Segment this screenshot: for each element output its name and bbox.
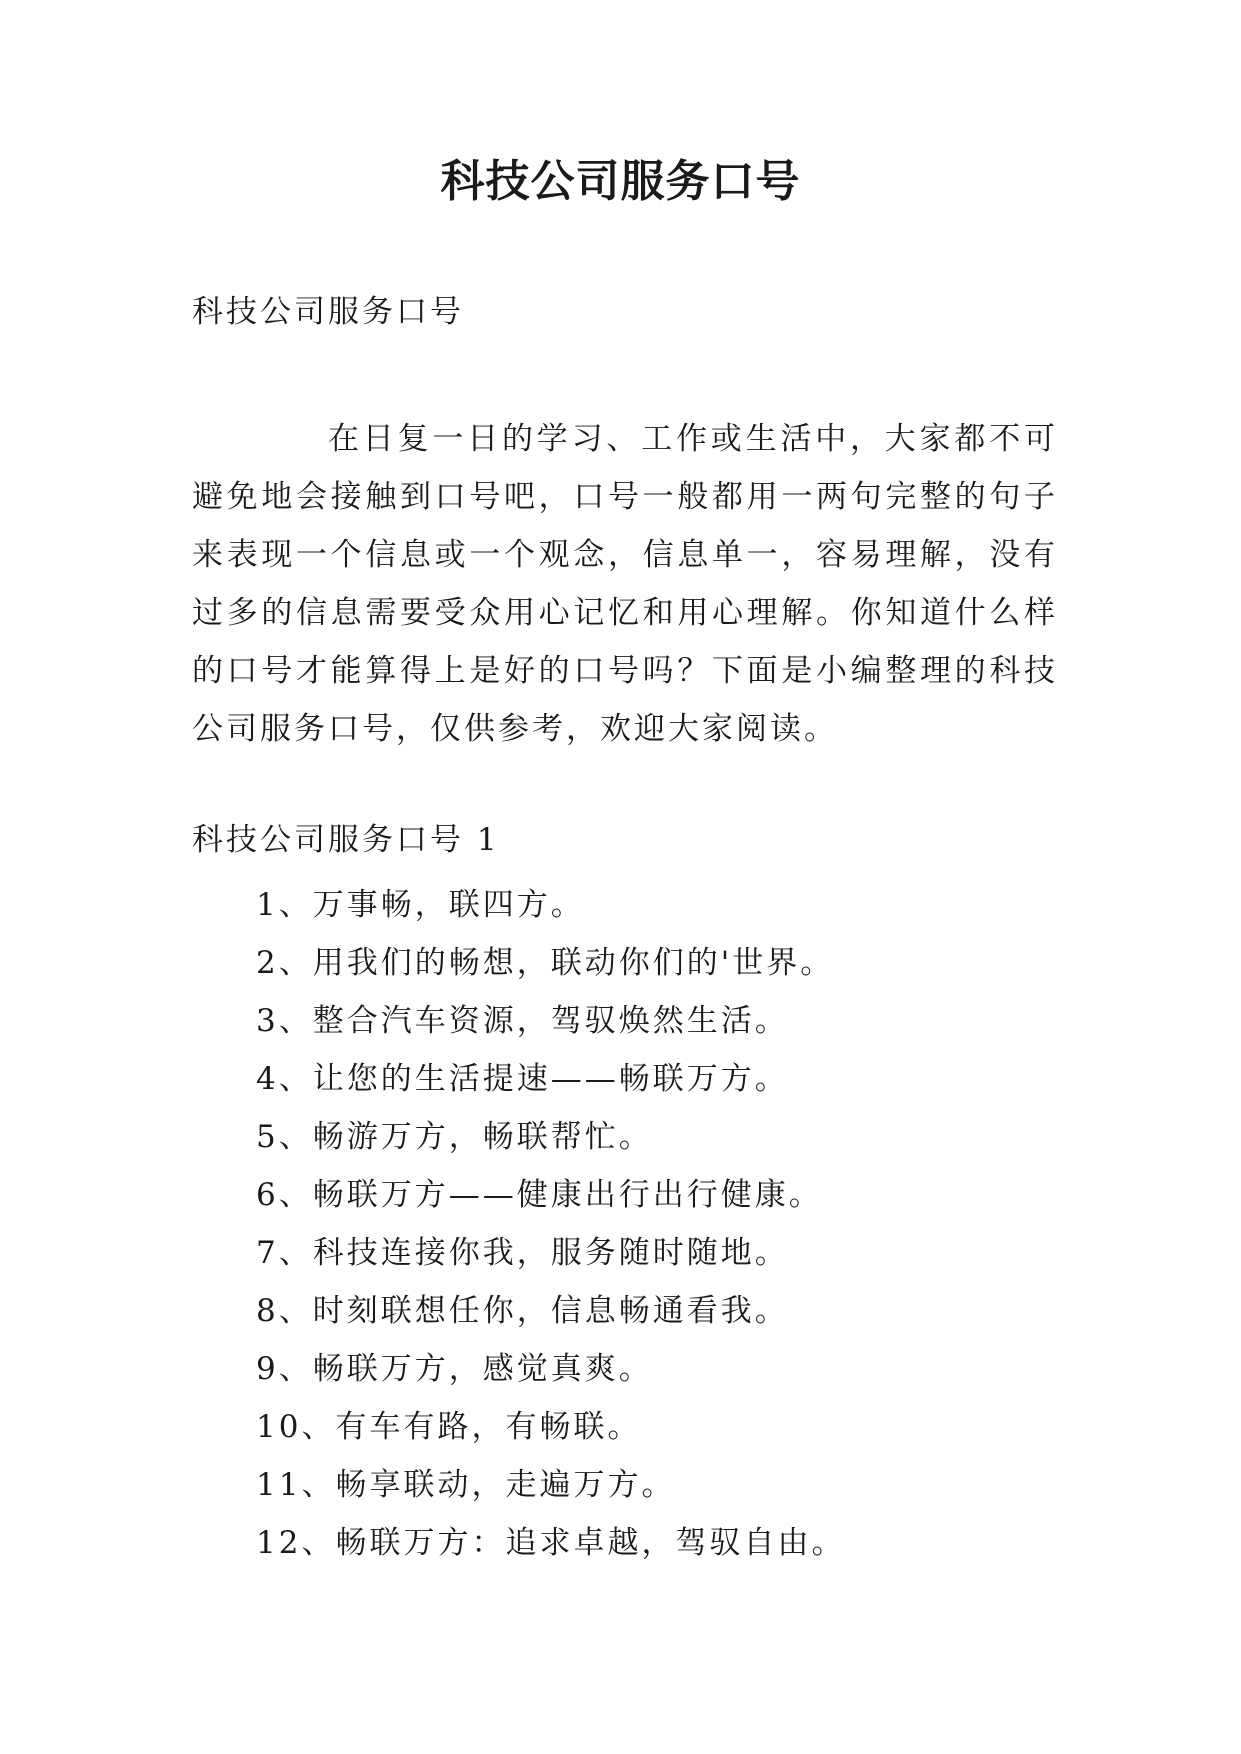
- slogan-item: 3、整合汽车资源，驾驭焕然生活。: [256, 1003, 789, 1039]
- slogan-item: 8、时刻联想任你，信息畅通看我。: [256, 1293, 789, 1329]
- slogan-item: 1、万事畅，联四方。: [256, 887, 585, 923]
- document-title: 科技公司服务口号: [440, 156, 801, 207]
- slogan-list: [256, 876, 845, 1572]
- slogan-item: 7、科技连接你我，服务随时随地。: [256, 1235, 789, 1271]
- slogan-item: 9、畅联万方，感觉真爽。: [256, 1351, 653, 1387]
- slogan-item: 2、用我们的畅想，联动你们的'世界。: [256, 945, 835, 981]
- slogan-item: 4、让您的生活提速——畅联万方。: [256, 1061, 789, 1097]
- slogan-item: 6、畅联万方——健康出行出行健康。: [256, 1177, 823, 1213]
- slogan-item: 10、有车有路，有畅联。: [256, 1409, 642, 1445]
- slogan-item: 12、畅联万方：追求卓越，驾驭自由。: [256, 1525, 846, 1561]
- slogan-item: 11、畅享联动，走遍万方。: [256, 1467, 676, 1503]
- document-subtitle: 科技公司服务口号: [192, 294, 464, 330]
- slogan-item: 5、畅游万方，畅联帮忙。: [256, 1119, 653, 1155]
- intro-paragraph: 在日复一日的学习、工作或生活中，大家都不可避免地会接触到口号吧，口号一般都用一两句完整的句子来表现一个信息或一个观念，信息单一，容易理解，没有过多的信息需要受众用心记忆和用心理解。你知道什么样的口号才能算得上是好的口号吗？下面是小编整理的科技公司服务口号，仅供参考，欢迎大家阅读。: [192, 421, 1058, 747]
- section-heading: 科技公司服务口号 1: [192, 822, 500, 858]
